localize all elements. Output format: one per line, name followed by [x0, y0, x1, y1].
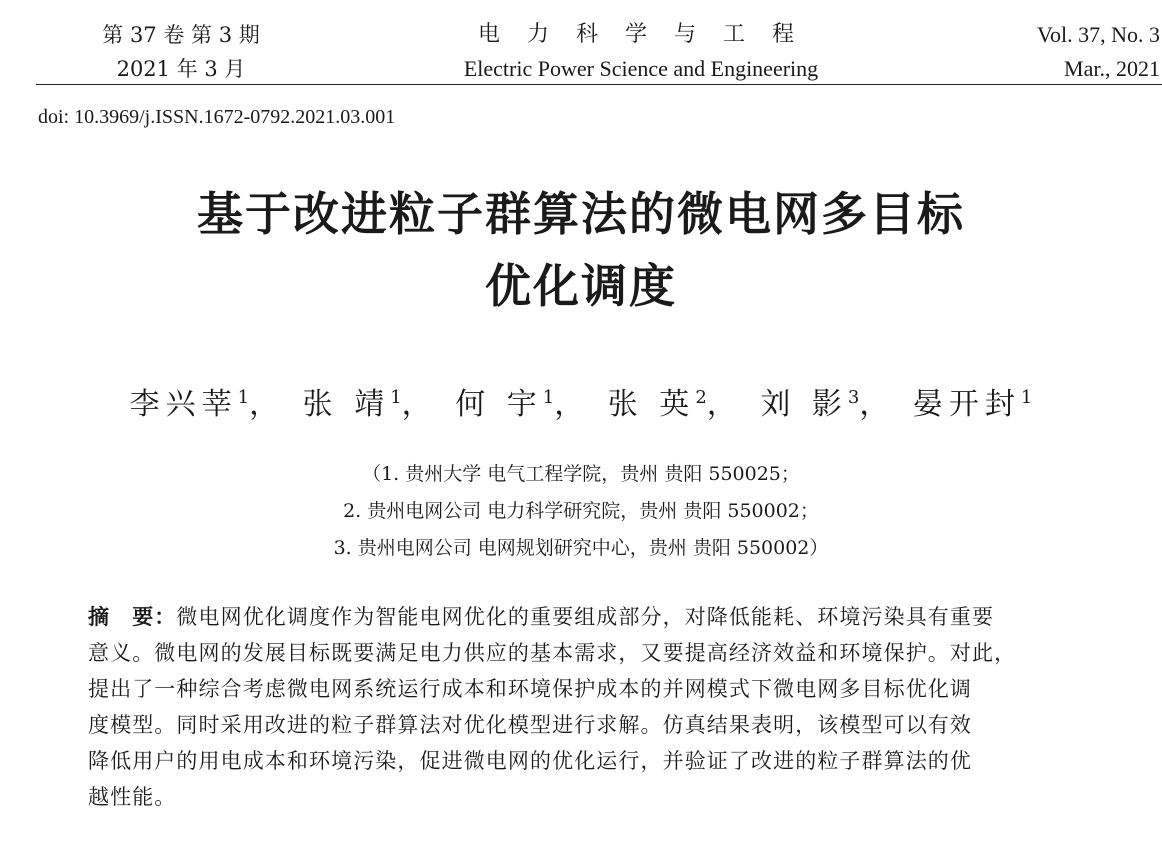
author-name: 晏开封 — [912, 387, 1021, 422]
abstract-line: 意义。微电网的发展目标既要满足电力供应的基本需求，又要提高经济效益和环境保护。对此， — [88, 641, 1017, 665]
author — [913, 387, 1032, 422]
journal-header — [36, 14, 1162, 85]
author-separator: ， — [706, 387, 737, 422]
author — [455, 387, 554, 422]
author-separator: ， — [554, 387, 585, 422]
date-en: Mar., 2021 — [1064, 56, 1160, 81]
abstract-line — [88, 599, 1124, 635]
affiliation: （1. 贵州大学 电气工程学院，贵州 贵阳 550025； — [362, 463, 800, 485]
author-affil-mark: 1 — [390, 387, 402, 408]
abstract-line: 提出了一种综合考虑微电网系统运行成本和环境保护成本的并网模式下微电网多目标优化调 — [88, 677, 972, 701]
abstract-text: 微电网优化调度作为智能电网优化的重要组成部分，对降低能耗、环境污染具有重要 — [176, 605, 995, 629]
paper-title — [0, 178, 1162, 322]
volume-issue-cn: 第 37 卷 第 3 期 — [102, 23, 260, 47]
author-name: 张 靖 — [302, 387, 391, 422]
header-left — [91, 18, 271, 86]
header-right — [962, 18, 1162, 86]
author-separator: ， — [859, 387, 890, 422]
author-name: 张 英 — [607, 387, 696, 422]
abstract-label: 摘 要： — [88, 605, 177, 629]
abstract — [88, 599, 1124, 815]
author — [760, 387, 859, 422]
affiliation: 3. 贵州电网公司 电网规划研究中心，贵州 贵阳 550002） — [333, 537, 829, 559]
journal-name-en: Electric Power Science and Engineering — [463, 56, 819, 81]
author — [608, 387, 707, 422]
author-name: 何 宇 — [455, 387, 543, 422]
author-affil-mark: 1 — [1020, 387, 1033, 408]
author — [130, 387, 249, 422]
author-affil-mark: 1 — [237, 387, 250, 408]
header-center — [431, 18, 851, 86]
author-affil-mark: 2 — [695, 387, 707, 408]
author-name: 刘 影 — [760, 387, 848, 422]
author-list — [0, 378, 1162, 425]
title-line-1: 基于改进粒子群算法的微电网多目标 — [197, 187, 965, 241]
journal-name-cn: 电 力 科 学 与 工 程 — [478, 22, 804, 47]
abstract-line: 度模型。同时采用改进的粒子群算法对优化模型进行求解。仿真结果表明，该模型可以有效 — [88, 713, 972, 737]
author-separator: ， — [249, 387, 280, 422]
author-separator: ， — [401, 387, 432, 422]
abstract-line: 越性能。 — [88, 785, 177, 809]
affiliation: 2. 贵州电网公司 电力科学研究院，贵州 贵阳 550002； — [343, 500, 819, 522]
title-line-2: 优化调度 — [485, 259, 677, 313]
doi-link[interactable]: doi: 10.3969/j.ISSN.1672-0792.2021.03.001 — [38, 106, 396, 128]
volume-issue-en: Vol. 37, No. 3 — [1036, 22, 1160, 47]
date-cn: 2021 年 3 月 — [116, 57, 246, 81]
author-affil-mark: 1 — [542, 387, 555, 408]
author-affil-mark: 3 — [847, 387, 860, 408]
author-name: 李兴莘 — [129, 387, 238, 422]
affiliation-list — [0, 456, 1162, 567]
author — [303, 387, 402, 422]
abstract-line: 降低用户的用电成本和环境污染，促进微电网的优化运行，并验证了改进的粒子群算法的优 — [88, 749, 972, 773]
